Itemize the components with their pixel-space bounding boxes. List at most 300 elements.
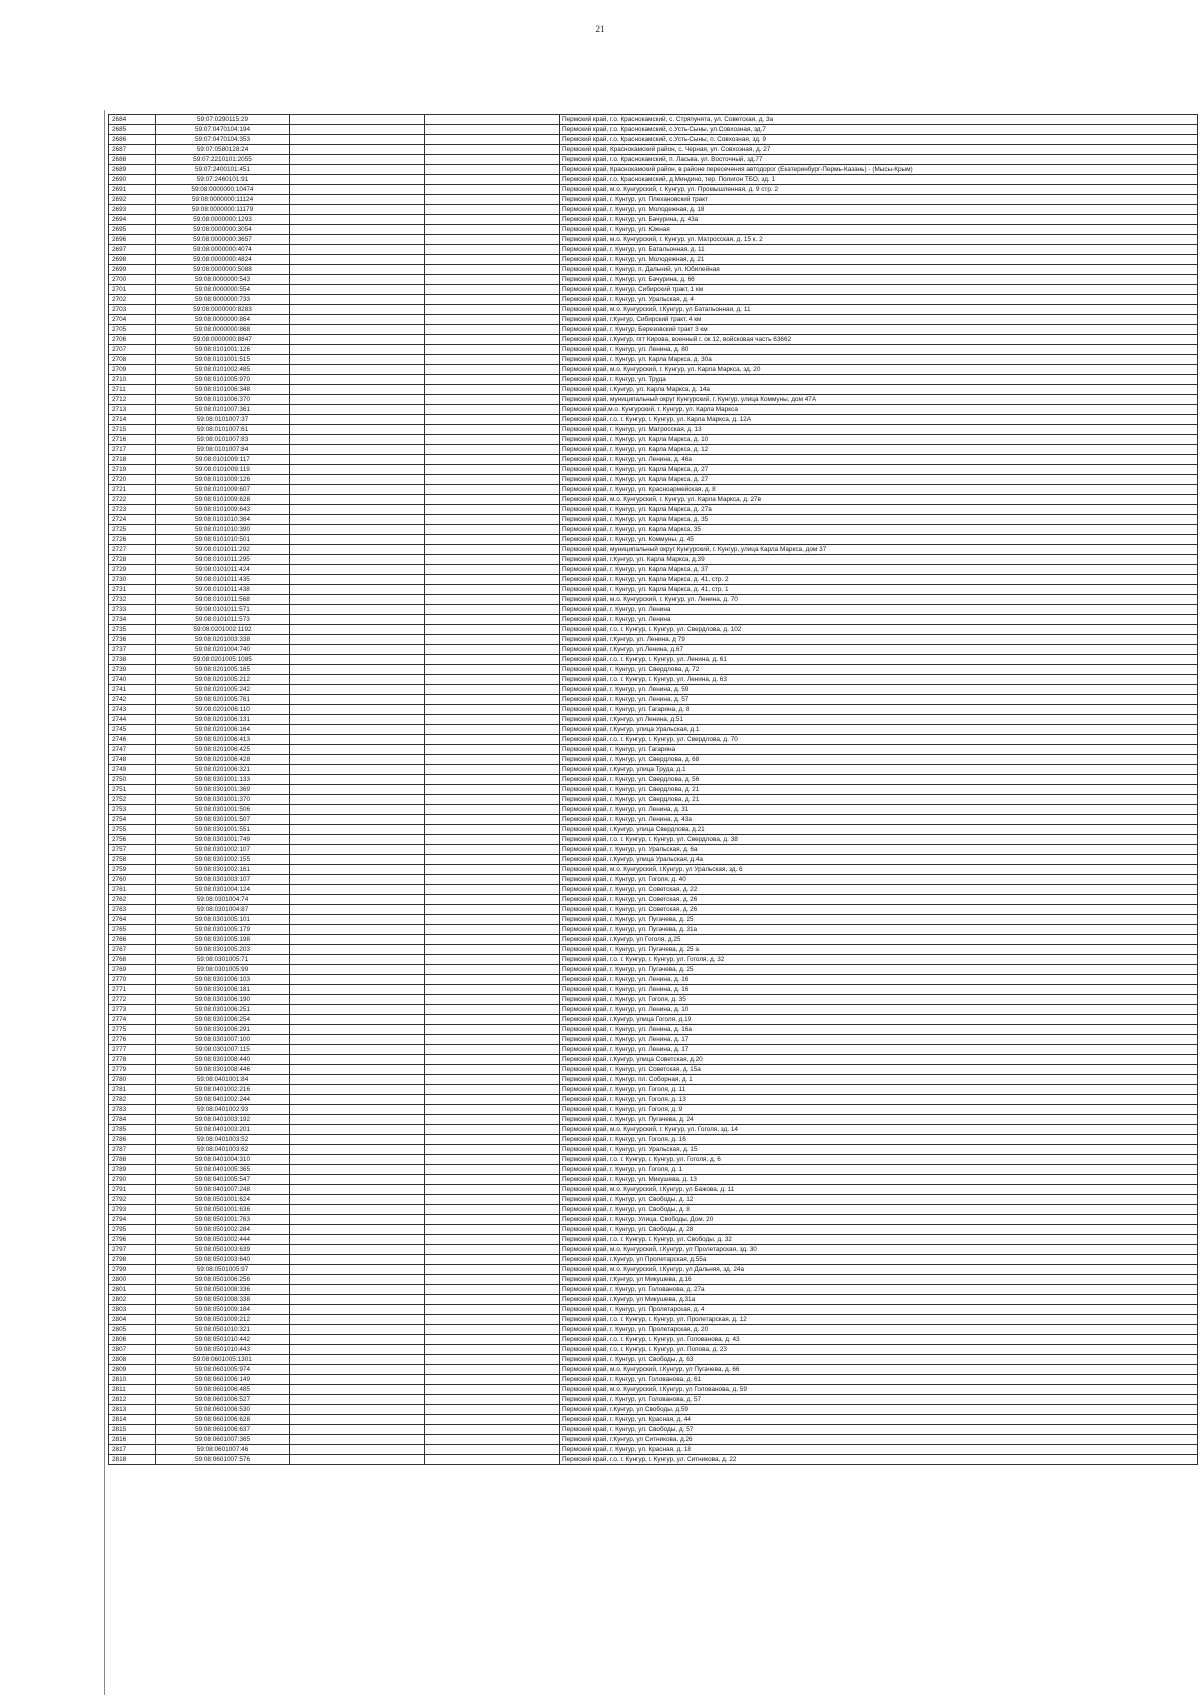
- empty-cell: [290, 855, 425, 865]
- empty-cell: [425, 445, 560, 455]
- row-number-cell: 2791: [109, 1185, 156, 1195]
- empty-cell: [290, 795, 425, 805]
- empty-cell: [290, 605, 425, 615]
- empty-cell: [425, 1235, 560, 1245]
- empty-cell: [290, 665, 425, 675]
- row-number-cell: 2768: [109, 955, 156, 965]
- empty-cell: [290, 945, 425, 955]
- cadastral-number-cell: 59:08:0000000:11179: [156, 205, 290, 215]
- empty-cell: [425, 505, 560, 515]
- empty-cell: [290, 1455, 425, 1465]
- cadastral-number-cell: 59:08:0501001:763: [156, 1215, 290, 1225]
- cadastral-number-cell: 59:08:0501003:639: [156, 1245, 290, 1255]
- cadastral-number-cell: 59:08:0101011:435: [156, 575, 290, 585]
- empty-cell: [290, 355, 425, 365]
- row-number-cell: 2690: [109, 175, 156, 185]
- table-row: [109, 1185, 1198, 1195]
- empty-cell: [425, 115, 560, 125]
- table-row: [109, 645, 1198, 655]
- empty-cell: [290, 825, 425, 835]
- empty-cell: [290, 1145, 425, 1155]
- row-number-cell: 2754: [109, 815, 156, 825]
- address-cell: Пермский край, г. Кунгур, ул. Ленина, д. 57: [560, 695, 1198, 705]
- cadastral-number-cell: 59:07:2460101:91: [156, 175, 290, 185]
- cadastral-number-cell: 59:08:0101011:568: [156, 595, 290, 605]
- empty-cell: [425, 895, 560, 905]
- row-number-cell: 2811: [109, 1385, 156, 1395]
- empty-cell: [425, 555, 560, 565]
- empty-cell: [290, 205, 425, 215]
- table-row: [109, 275, 1198, 285]
- empty-cell: [425, 665, 560, 675]
- cadastral-number-cell: 59:08:0101011:424: [156, 565, 290, 575]
- empty-cell: [425, 705, 560, 715]
- empty-cell: [290, 475, 425, 485]
- cadastral-number-cell: 59:08:0301006:181: [156, 985, 290, 995]
- table-row: [109, 1015, 1198, 1025]
- empty-cell: [290, 975, 425, 985]
- address-cell: Пермский край, г.о. г. Кунгур, г. Кунгур, ул. Гоголя, д. 32: [560, 955, 1198, 965]
- empty-cell: [425, 1325, 560, 1335]
- row-number-cell: 2772: [109, 995, 156, 1005]
- table-row: [109, 1145, 1198, 1155]
- empty-cell: [290, 425, 425, 435]
- empty-cell: [425, 815, 560, 825]
- cadastral-number-cell: 59:08:0000000:11124: [156, 195, 290, 205]
- row-number-cell: 2782: [109, 1095, 156, 1105]
- row-number-cell: 2816: [109, 1435, 156, 1445]
- empty-cell: [425, 455, 560, 465]
- table-row: [109, 1065, 1198, 1075]
- empty-cell: [290, 505, 425, 515]
- table-row: [109, 955, 1198, 965]
- table-row: [109, 255, 1198, 265]
- address-cell: Пермский край, г. Кунгур, ул. Гоголя, д. 11: [560, 1085, 1198, 1095]
- cadastral-number-cell: 59:08:0201006:425: [156, 745, 290, 755]
- empty-cell: [425, 215, 560, 225]
- empty-cell: [425, 1365, 560, 1375]
- address-cell: Пермский край, г. Кунгур, ул. Пугачева, д. 25: [560, 915, 1198, 925]
- empty-cell: [425, 485, 560, 495]
- address-cell: Пермский край, г. Кунгур, ул. Ленина, д. 43а: [560, 815, 1198, 825]
- table-row: [109, 1455, 1198, 1465]
- cadastral-number-cell: 59:08:0401001:84: [156, 1075, 290, 1085]
- empty-cell: [425, 795, 560, 805]
- address-cell: Пермский край, м.о. Кунгурский, г.Кунгур, ул Голованова, д. 59: [560, 1385, 1198, 1395]
- cadastral-number-cell: 59:08:0301006:254: [156, 1015, 290, 1025]
- empty-cell: [290, 925, 425, 935]
- cadastral-number-cell: 59:08:0501008:336: [156, 1285, 290, 1295]
- table-row: [109, 265, 1198, 275]
- cadastral-number-cell: 59:08:0301001:749: [156, 835, 290, 845]
- table-row: [109, 1415, 1198, 1425]
- empty-cell: [425, 965, 560, 975]
- empty-cell: [425, 685, 560, 695]
- empty-cell: [425, 1385, 560, 1395]
- cadastral-number-cell: 59:08:0501010:443: [156, 1345, 290, 1355]
- row-number-cell: 2740: [109, 675, 156, 685]
- cadastral-number-cell: 59:08:0201006:131: [156, 715, 290, 725]
- table-row: [109, 1155, 1198, 1165]
- empty-cell: [290, 745, 425, 755]
- table-row: [109, 195, 1198, 205]
- row-number-cell: 2799: [109, 1265, 156, 1275]
- table-row: [109, 515, 1198, 525]
- table-row: [109, 975, 1198, 985]
- cadastral-number-cell: 59:08:0000000:3054: [156, 225, 290, 235]
- row-number-cell: 2719: [109, 465, 156, 475]
- cadastral-number-cell: 59:08:0101009:607: [156, 485, 290, 495]
- empty-cell: [290, 195, 425, 205]
- table-row: [109, 315, 1198, 325]
- address-cell: Пермский край, муниципальный округ Кунгурский, г. Кунгур, улица Коммуны, дом 47А: [560, 395, 1198, 405]
- table-row: [109, 1075, 1198, 1085]
- empty-cell: [425, 1035, 560, 1045]
- empty-cell: [425, 1375, 560, 1385]
- row-number-cell: 2712: [109, 395, 156, 405]
- empty-cell: [425, 165, 560, 175]
- address-cell: Пермский край, г.о. Краснокамский, с.Усть-Сыны, ул.Совхозная, зд.7: [560, 125, 1198, 135]
- empty-cell: [290, 1335, 425, 1345]
- empty-cell: [425, 275, 560, 285]
- row-number-cell: 2747: [109, 745, 156, 755]
- empty-cell: [425, 1285, 560, 1295]
- cadastral-number-cell: 59:08:0601007:576: [156, 1455, 290, 1465]
- table-row: [109, 225, 1198, 235]
- cadastral-number-cell: 59:08:0201006:321: [156, 765, 290, 775]
- address-cell: Пермский край, г. Кунгур, ул. Свердлова, д. 21: [560, 785, 1198, 795]
- cadastral-number-cell: 59:08:0301006:190: [156, 995, 290, 1005]
- row-number-cell: 2771: [109, 985, 156, 995]
- row-number-cell: 2785: [109, 1125, 156, 1135]
- empty-cell: [290, 565, 425, 575]
- table-row: [109, 1195, 1198, 1205]
- empty-cell: [425, 1015, 560, 1025]
- cadastral-number-cell: 59:08:0201005:1085: [156, 655, 290, 665]
- cadastral-number-cell: 59:08:0101011:295: [156, 555, 290, 565]
- table-row: [109, 1255, 1198, 1265]
- address-cell: Пермский край,м.о. Кунгурский, г. Кунгур, ул. Карла Маркса: [560, 405, 1198, 415]
- empty-cell: [290, 185, 425, 195]
- empty-cell: [290, 1445, 425, 1455]
- empty-cell: [290, 165, 425, 175]
- cadastral-number-cell: 59:08:0401003:52: [156, 1135, 290, 1145]
- row-number-cell: 2710: [109, 375, 156, 385]
- table-row: [109, 145, 1198, 155]
- row-number-cell: 2750: [109, 775, 156, 785]
- table-row: [109, 915, 1198, 925]
- address-cell: Пермский край, г. Кунгур, ул. Ленина, д. 16: [560, 975, 1198, 985]
- address-cell: Пермский край, г.Кунгур, ул. Карла Маркса, д. 14а: [560, 385, 1198, 395]
- row-number-cell: 2744: [109, 715, 156, 725]
- address-cell: Пермский край, г. Кунгур, ул. Матросская, д. 13: [560, 425, 1198, 435]
- empty-cell: [290, 555, 425, 565]
- empty-cell: [290, 1415, 425, 1425]
- empty-cell: [290, 465, 425, 475]
- row-number-cell: 2737: [109, 645, 156, 655]
- empty-cell: [290, 255, 425, 265]
- address-cell: Пермский край, г. Кунгур, ул. Красная, д. 18: [560, 1445, 1198, 1455]
- cadastral-number-cell: 59:08:0301005:203: [156, 945, 290, 955]
- cadastral-number-cell: 59:07:0580128:24: [156, 145, 290, 155]
- row-number-cell: 2775: [109, 1025, 156, 1035]
- row-number-cell: 2685: [109, 125, 156, 135]
- address-cell: Пермский край, г. Кунгур, ул. Молодежная, д. 21: [560, 255, 1198, 265]
- empty-cell: [290, 445, 425, 455]
- address-cell: Пермский край, г.Кунгур, ул Ленина, д.51: [560, 715, 1198, 725]
- row-number-cell: 2725: [109, 525, 156, 535]
- empty-cell: [290, 645, 425, 655]
- row-number-cell: 2802: [109, 1295, 156, 1305]
- cadastral-number-cell: 59:08:0101010:501: [156, 535, 290, 545]
- empty-cell: [425, 205, 560, 215]
- empty-cell: [290, 455, 425, 465]
- cadastral-number-cell: 59:08:0000000:8283: [156, 305, 290, 315]
- row-number-cell: 2753: [109, 805, 156, 815]
- empty-cell: [290, 385, 425, 395]
- empty-cell: [290, 1185, 425, 1195]
- row-number-cell: 2715: [109, 425, 156, 435]
- cadastral-number-cell: 59:08:0101001:515: [156, 355, 290, 365]
- address-cell: Пермский край, г. Кунгур, ул. Коммуны, д. 45: [560, 535, 1198, 545]
- cadastral-number-cell: 59:08:0000000:4074: [156, 245, 290, 255]
- cadastral-number-cell: 59:08:0601006:527: [156, 1395, 290, 1405]
- table-row: [109, 405, 1198, 415]
- cadastral-number-cell: 59:08:0000000:1293: [156, 215, 290, 225]
- cadastral-number-cell: 59:08:0401005:547: [156, 1175, 290, 1185]
- cadastral-number-cell: 59:08:0101010:390: [156, 525, 290, 535]
- cadastral-number-cell: 59:08:0301005:71: [156, 955, 290, 965]
- cadastral-number-cell: 59:08:0601005:1301: [156, 1355, 290, 1365]
- row-number-cell: 2694: [109, 215, 156, 225]
- empty-cell: [290, 1395, 425, 1405]
- empty-cell: [290, 1135, 425, 1145]
- address-cell: Пермский край, г. Кунгур, ул. Красная, д. 44: [560, 1415, 1198, 1425]
- empty-cell: [290, 1155, 425, 1165]
- row-number-cell: 2761: [109, 885, 156, 895]
- row-number-cell: 2814: [109, 1415, 156, 1425]
- cadastral-number-cell: 59:08:0201005:165: [156, 665, 290, 675]
- address-cell: Пермский край, г.о. Краснокамский, п. Ласьва, ул. Восточный, зд.77: [560, 155, 1198, 165]
- table-row: [109, 785, 1198, 795]
- table-row: [109, 455, 1198, 465]
- row-number-cell: 2727: [109, 545, 156, 555]
- cadastral-number-cell: 59:08:0101001:126: [156, 345, 290, 355]
- empty-cell: [290, 725, 425, 735]
- empty-cell: [290, 1305, 425, 1315]
- empty-cell: [425, 615, 560, 625]
- empty-cell: [290, 635, 425, 645]
- cadastral-number-cell: 59:08:0201006:428: [156, 755, 290, 765]
- empty-cell: [290, 1245, 425, 1255]
- table-row: [109, 775, 1198, 785]
- empty-cell: [290, 175, 425, 185]
- empty-cell: [290, 1235, 425, 1245]
- table-row: [109, 165, 1198, 175]
- address-cell: Пермский край, г. Кунгур, ул. Карла Маркса, д. 12: [560, 445, 1198, 455]
- address-cell: Пермский край, г.о. г. Кунгур, г. Кунгур, ул. Свердлова, д. 38: [560, 835, 1198, 845]
- empty-cell: [290, 775, 425, 785]
- address-cell: Пермский край, г.Кунгур, ул Ситникова, д.26: [560, 1435, 1198, 1445]
- address-cell: Пермский край, г. Кунгур, ул. Свободы, д. 57: [560, 1425, 1198, 1435]
- cadastral-number-cell: 59:08:0301004:87: [156, 905, 290, 915]
- address-cell: Пермский край, м.о. Кунгурский, г. Кунгур, ул. Карла Маркса, д. 27в: [560, 495, 1198, 505]
- empty-cell: [290, 985, 425, 995]
- empty-cell: [290, 1315, 425, 1325]
- address-cell: Пермский край, г. Кунгур, ул. Гоголя, д. 35: [560, 995, 1198, 1005]
- row-number-cell: 2687: [109, 145, 156, 155]
- empty-cell: [290, 415, 425, 425]
- row-number-cell: 2723: [109, 505, 156, 515]
- address-cell: Пермский край, г. Кунгур, ул. Пролетарская, д. 20: [560, 1325, 1198, 1335]
- address-cell: Пермский край, г. Кунгур, ул. Гоголя, д. 1: [560, 1165, 1198, 1175]
- table-row: [109, 845, 1198, 855]
- cadastral-number-cell: 59:08:0301002:107: [156, 845, 290, 855]
- address-cell: Пермский край, г.Кунгур, ул. Ленина, д 79: [560, 635, 1198, 645]
- table-row: [109, 965, 1198, 975]
- cadastral-number-cell: 59:08:0301005:101: [156, 915, 290, 925]
- address-cell: Пермский край, г. Кунгур, ул. Карла Маркса, д. 10: [560, 435, 1198, 445]
- empty-cell: [290, 215, 425, 225]
- cadastral-number-cell: 59:07:2210101:2055: [156, 155, 290, 165]
- table-row: [109, 435, 1198, 445]
- row-number-cell: 2801: [109, 1285, 156, 1295]
- row-number-cell: 2813: [109, 1405, 156, 1415]
- address-cell: Пермский край, г. Кунгур, ул. Свободы, д. 63: [560, 1355, 1198, 1365]
- row-number-cell: 2817: [109, 1445, 156, 1455]
- address-cell: Пермский край, г. Кунгур, пл. Соборная, д. 1: [560, 1075, 1198, 1085]
- cadastral-number-cell: 59:08:0301006:251: [156, 1005, 290, 1015]
- row-number-cell: 2790: [109, 1175, 156, 1185]
- row-number-cell: 2793: [109, 1205, 156, 1215]
- table-row: [109, 1445, 1198, 1455]
- empty-cell: [425, 1155, 560, 1165]
- cadastral-number-cell: 59:08:0301001:370: [156, 795, 290, 805]
- cadastral-number-cell: 59:08:0601007:365: [156, 1435, 290, 1445]
- empty-cell: [290, 435, 425, 445]
- table-row: [109, 815, 1198, 825]
- table-body: [109, 115, 1198, 1465]
- empty-cell: [290, 575, 425, 585]
- address-cell: Пермский край, м.о. Кунгурский, г. Кунгур, ул. Матросская, д. 15 к. 2: [560, 235, 1198, 245]
- address-cell: Пермский край, г. Кунгур, ул. Микушева, д. 13: [560, 1175, 1198, 1185]
- cadastral-number-cell: 59:08:0101009:117: [156, 455, 290, 465]
- empty-cell: [290, 1265, 425, 1275]
- row-number-cell: 2729: [109, 565, 156, 575]
- address-cell: Пермский край, г. Кунгур, Улица. Свободы, Дом. 20: [560, 1215, 1198, 1225]
- address-cell: Пермский край, г. Кунгур, ул. Ленина, д. 80: [560, 345, 1198, 355]
- address-cell: Пермский край, г.Кунгур, ул Гоголя, д.25: [560, 935, 1198, 945]
- cadastral-number-cell: 59:08:0101011:573: [156, 615, 290, 625]
- cadastral-number-cell: 59:08:0000000:5088: [156, 265, 290, 275]
- address-cell: Пермский край, г. Кунгур, ул. Ленина, д. 46а: [560, 455, 1198, 465]
- address-cell: Пермский край, г. Кунгур, ул. Труда: [560, 375, 1198, 385]
- empty-cell: [425, 1135, 560, 1145]
- empty-cell: [425, 695, 560, 705]
- table-row: [109, 855, 1198, 865]
- row-number-cell: 2707: [109, 345, 156, 355]
- empty-cell: [290, 405, 425, 415]
- row-number-cell: 2705: [109, 325, 156, 335]
- table-row: [109, 115, 1198, 125]
- empty-cell: [425, 1455, 560, 1465]
- row-number-cell: 2751: [109, 785, 156, 795]
- table-row: [109, 885, 1198, 895]
- empty-cell: [290, 765, 425, 775]
- empty-cell: [290, 895, 425, 905]
- cadastral-number-cell: 59:08:0101009:628: [156, 495, 290, 505]
- row-number-cell: 2804: [109, 1315, 156, 1325]
- page-number: 21: [595, 24, 605, 34]
- cadastral-number-cell: 59:08:0101009:643: [156, 505, 290, 515]
- empty-cell: [290, 1005, 425, 1015]
- row-number-cell: 2706: [109, 335, 156, 345]
- address-cell: Пермский край, г.Кунгур, улица Свердлова, д.21: [560, 825, 1198, 835]
- row-number-cell: 2732: [109, 595, 156, 605]
- empty-cell: [425, 915, 560, 925]
- empty-cell: [290, 225, 425, 235]
- empty-cell: [290, 535, 425, 545]
- empty-cell: [425, 595, 560, 605]
- address-cell: Пермский край, г. Кунгур, п. Дальний, ул. Юбилейная: [560, 265, 1198, 275]
- address-cell: Пермский край, г. Кунгур, ул. Гоголя, д. 9: [560, 1105, 1198, 1115]
- row-number-cell: 2704: [109, 315, 156, 325]
- table-row: [109, 135, 1198, 145]
- address-cell: Пермский край, г. Кунгур, ул. Ленина: [560, 615, 1198, 625]
- cadastral-number-cell: 59:08:0201003:338: [156, 635, 290, 645]
- cadastral-number-cell: 59:08:0101005:970: [156, 375, 290, 385]
- table-row: [109, 1345, 1198, 1355]
- empty-cell: [425, 1415, 560, 1425]
- row-number-cell: 2767: [109, 945, 156, 955]
- row-number-cell: 2778: [109, 1055, 156, 1065]
- empty-cell: [290, 1165, 425, 1175]
- address-cell: Пермский край, г.о. г. Кунгур, г. Кунгур, ул. Пролетарская, д. 12: [560, 1315, 1198, 1325]
- address-cell: Пермский край, г.о. г. Кунгур, г. Кунгур, ул. Свердлова, д. 70: [560, 735, 1198, 745]
- empty-cell: [290, 325, 425, 335]
- cadastral-number-cell: 59:08:0101009:119: [156, 465, 290, 475]
- empty-cell: [290, 1045, 425, 1055]
- address-cell: Пермский край, Краснокамский район, в районе пересечения автодорог (Екатеринбург-Пермь-Казань) - (Мысы-Крым): [560, 165, 1198, 175]
- empty-cell: [290, 1275, 425, 1285]
- table-row: [109, 695, 1198, 705]
- table-row: [109, 525, 1198, 535]
- row-number-cell: 2760: [109, 875, 156, 885]
- address-cell: Пермский край, г. Кунгур, ул. Батальонная, д. 11: [560, 245, 1198, 255]
- empty-cell: [425, 405, 560, 415]
- cadastral-number-cell: 59:08:0000000:543: [156, 275, 290, 285]
- cadastral-number-cell: 59:08:0301001:506: [156, 805, 290, 815]
- table-row: [109, 725, 1198, 735]
- table-row: [109, 905, 1198, 915]
- empty-cell: [290, 1365, 425, 1375]
- table-row: [109, 605, 1198, 615]
- empty-cell: [290, 275, 425, 285]
- table-row: [109, 385, 1198, 395]
- address-cell: Пермский край, г. Кунгур, ул. Бачурина, д. 43а: [560, 215, 1198, 225]
- empty-cell: [290, 285, 425, 295]
- empty-cell: [290, 755, 425, 765]
- empty-cell: [425, 745, 560, 755]
- empty-cell: [425, 1305, 560, 1315]
- row-number-cell: 2788: [109, 1155, 156, 1165]
- cadastral-number-cell: 59:08:0501008:338: [156, 1295, 290, 1305]
- address-cell: Пермский край, г. Кунгур, ул. Советская, д. 15а: [560, 1065, 1198, 1075]
- empty-cell: [425, 755, 560, 765]
- empty-cell: [425, 1125, 560, 1135]
- row-number-cell: 2720: [109, 475, 156, 485]
- empty-cell: [290, 955, 425, 965]
